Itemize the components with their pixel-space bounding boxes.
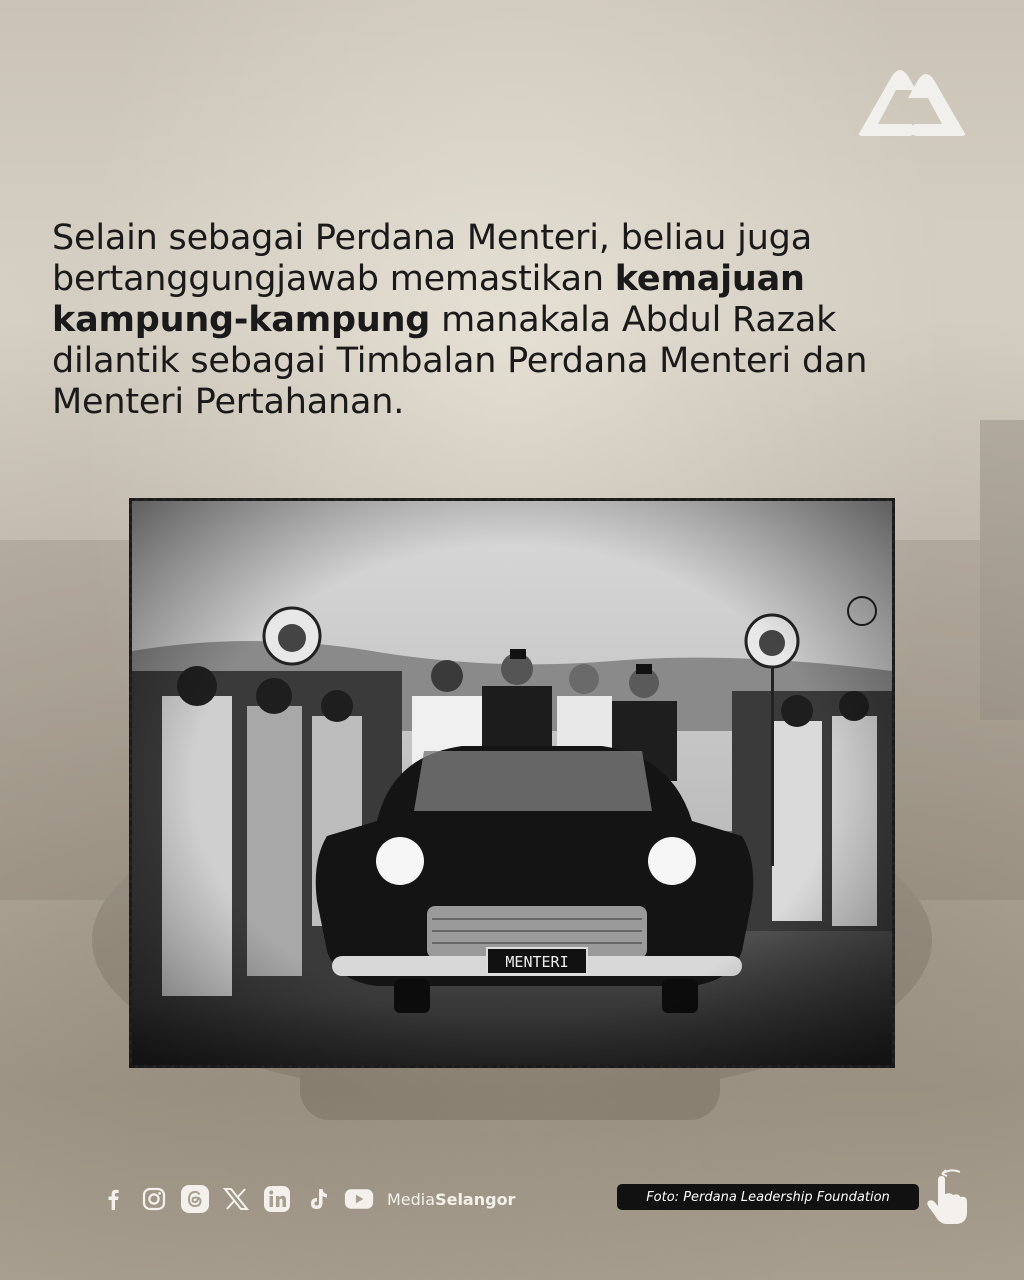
photo-illustration <box>132 501 892 1065</box>
brand-logo-icon <box>856 62 968 140</box>
swipe-hand-icon <box>920 1166 976 1228</box>
headline-bold: kemajuan kampung-kampung <box>52 259 805 340</box>
x-icon[interactable] <box>221 1184 251 1214</box>
headline-text <box>52 218 952 423</box>
threads-icon[interactable] <box>180 1184 210 1214</box>
brand-name <box>387 1190 515 1209</box>
tiktok-icon[interactable] <box>303 1184 333 1214</box>
youtube-icon[interactable] <box>344 1184 374 1214</box>
brand-bold: Selangor <box>435 1189 516 1209</box>
social-links <box>98 1183 515 1215</box>
linkedin-icon[interactable] <box>262 1184 292 1214</box>
brand-light: Media <box>387 1189 436 1209</box>
headline-part2: manakala Abdul Razak dilantik sebagai Timbalan Perdana Menteri dan Menteri Pertahanan. <box>52 300 868 422</box>
photo-credit: Foto: Perdana Leadership Foundation <box>617 1184 919 1210</box>
instagram-icon[interactable] <box>139 1184 169 1214</box>
facebook-icon[interactable] <box>98 1184 128 1214</box>
headline-part1: Selain sebagai Perdana Menteri, beliau juga bertanggungjawab memastikan <box>52 218 812 299</box>
historic-photo <box>129 498 895 1068</box>
